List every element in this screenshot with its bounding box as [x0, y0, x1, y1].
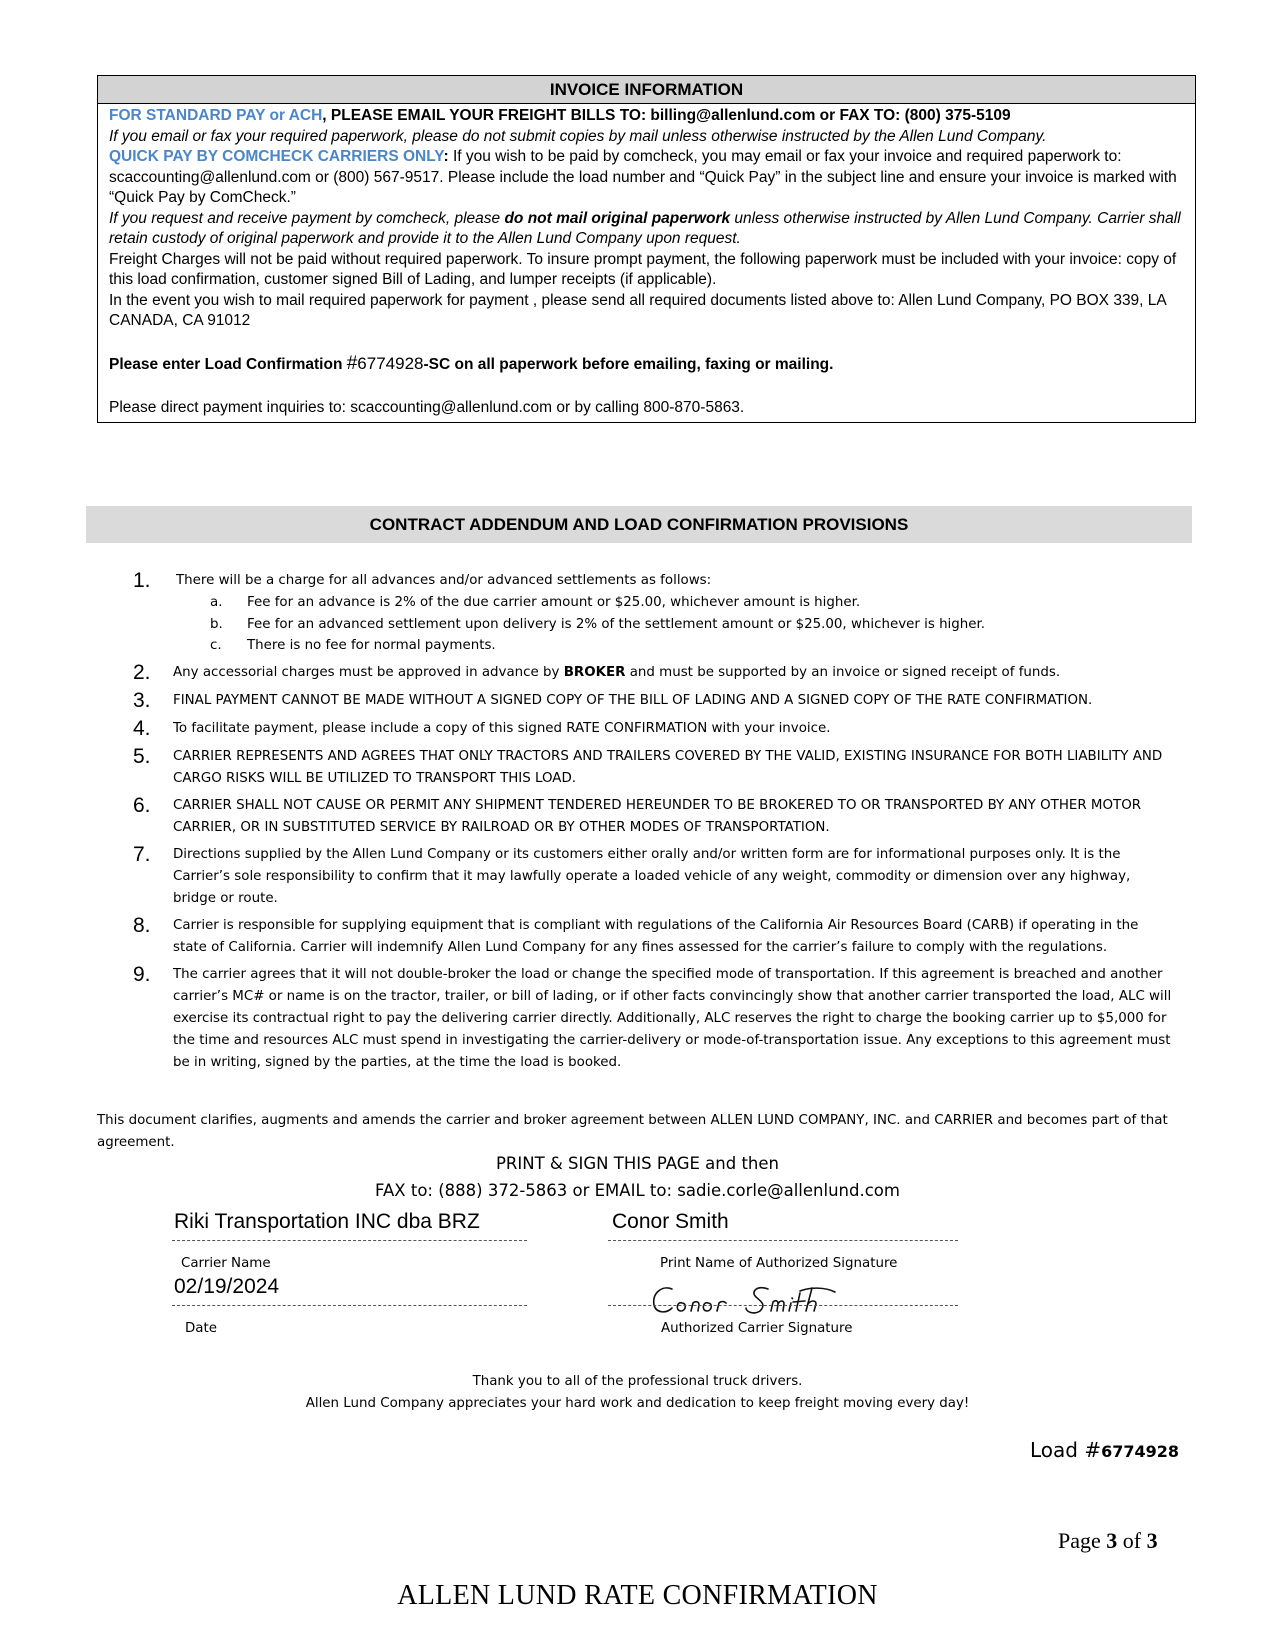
payment-inquiries-text: Please direct payment inquiries to: scaccounting@allenlund.com or by calling 800-870-5863. — [109, 399, 745, 416]
provision-item — [0, 662, 1275, 684]
print-sign-line2: FAX to: (888) 372-5863 or EMAIL to: sadie.corle@allenlund.com — [375, 1181, 900, 1200]
quick-pay-label: QUICK PAY BY COMCHECK CARRIERS ONLY — [109, 148, 444, 165]
provision-text: To facilitate payment, please include a copy of this signed RATE CONFIRMATION with your invoice. — [173, 720, 831, 736]
no-mail-note: If you email or fax your required paperwork, please do not submit copies by mail unless otherwise instructed by the Allen Lund Company. — [109, 127, 1047, 145]
provision-text-part2: and must be supported by an invoice or signed receipt of funds. — [625, 664, 1061, 680]
sub-item — [0, 635, 1275, 657]
provision-text: There will be a charge for all advances and/or advanced settlements as follows: — [176, 573, 712, 588]
comcheck-note-part2: unless otherwise instructed by Allen Lund Company. Carrier shall retain custody of original paperwork and provide it to the Allen Lund Company upon request. — [109, 209, 1181, 247]
print-name-label: Print Name of Authorized Signature — [660, 1256, 898, 1271]
provision-text: CARRIER SHALL NOT CAUSE OR PERMIT ANY SHIPMENT TENDERED HEREUNDER TO BE BROKERED TO OR TRANSPORTED BY ANY OTHER MOTOR CARRIER, OR IN SUBSTITUTED SERVICE BY RAILROAD OR BY OTHER MODES OF TRANSPORTATION. — [173, 797, 1142, 835]
quick-pay-paragraph — [109, 147, 1185, 209]
provision-number: 8. — [133, 913, 151, 937]
provision-number: 5. — [133, 744, 151, 768]
comcheck-note — [109, 209, 1185, 250]
load-conf-number: 6774928 — [357, 353, 424, 373]
thanks-message — [0, 1371, 1275, 1415]
provisions-list — [0, 570, 1275, 1074]
provision-number: 6. — [133, 793, 151, 817]
load-number-footer — [1030, 1438, 1179, 1462]
sub-item — [0, 592, 1275, 614]
thanks-line1: Thank you to all of the professional truck drivers. — [472, 1374, 803, 1389]
provision-item — [0, 795, 1275, 839]
load-label: Load # — [1030, 1438, 1102, 1462]
date-label: Date — [185, 1321, 218, 1336]
signature-line — [608, 1305, 958, 1306]
date-value: 02/19/2024 — [174, 1275, 280, 1298]
signature-label: Authorized Carrier Signature — [661, 1321, 853, 1336]
comcheck-note-part1: If you request and receive payment by comcheck, please — [109, 209, 505, 227]
invoice-body — [98, 104, 1195, 419]
mail-paperwork-text: In the event you wish to mail required paperwork for payment , please send all required documents listed above to: Allen Lund Company, PO BOX 339, LA CANADA, CA 91012 — [109, 291, 1166, 329]
provision-number: 4. — [133, 716, 151, 740]
invoice-information-box — [97, 75, 1196, 423]
invoice-header: INVOICE INFORMATION — [98, 76, 1195, 104]
load-conf-suffix: -SC on all paperwork before emailing, faxing or mailing. — [423, 355, 834, 373]
provision-item — [0, 570, 1275, 592]
page-of: of — [1117, 1528, 1147, 1553]
provision-text-part1: Any accessorial charges must be approved in advance by — [173, 664, 564, 680]
page-total: 3 — [1146, 1528, 1158, 1553]
load-conf-hash: # — [346, 352, 358, 374]
provision-number: 9. — [133, 962, 151, 986]
print-name-value: Conor Smith — [612, 1210, 729, 1233]
provision-item — [0, 690, 1275, 712]
provision-text: CARRIER REPRESENTS AND AGREES THAT ONLY TRACTORS AND TRAILERS COVERED BY THE VALID, EXISTING INSURANCE FOR BOTH LIABILITY AND CARGO RISKS WILL BE UTILIZED TO TRANSPORT THIS LOAD. — [173, 748, 1163, 786]
carrier-name-line — [172, 1240, 527, 1241]
provision-text: The carrier agrees that it will not double-broker the load or change the specified mode of transportation. If this agreement is breached and another carrier’s MC# or name is on the tractor, trailer, or bill of lading, or if other facts convincingly show that another carrier transported the load, ALC will exercise its contractual right to pay the delivering carrier directly. Additionally, ALC reserves the right to charge the booking carrier up to $5,000 for the time and resources ALC must spend in investigating the carrier-delivery or mode-of-transportation issue. Any exceptions to this agreement must be in writing, signed by the parties, at the time the load is booked. — [173, 966, 1172, 1070]
load-conf-prefix: Please enter Load Confirmation — [109, 355, 347, 373]
provision-number: 7. — [133, 842, 151, 866]
sub-item-text: There is no fee for normal payments. — [247, 638, 496, 653]
freight-charges-text: Freight Charges will not be paid without required paperwork. To insure prompt payment, the following paperwork must be included with your invoice: copy of this load confirmation, customer signed Bill of Lading, and lumper receipts (if applicable). — [109, 250, 1177, 288]
standard-pay-label: FOR STANDARD PAY or ACH — [109, 107, 323, 124]
provision-item — [0, 718, 1275, 740]
provision-number: 1. — [133, 569, 151, 592]
page-number — [1058, 1528, 1158, 1554]
quick-pay-colon: : — [443, 148, 449, 165]
provision-text-bold: BROKER — [563, 664, 626, 680]
provision-number: 2. — [133, 660, 151, 684]
date-line — [172, 1305, 527, 1306]
sub-item-text: Fee for an advanced settlement upon delivery is 2% of the settlement amount or $25.00, whichever is higher. — [247, 616, 986, 632]
provision-text — [173, 662, 1173, 684]
standard-pay-text: , PLEASE EMAIL YOUR FREIGHT BILLS TO: billing@allenlund.com or FAX TO: (800) 375-5109 — [322, 107, 1011, 124]
provision-item — [0, 915, 1275, 959]
sub-item-text: Fee for an advance is 2% of the due carrier amount or $25.00, whichever amount is higher. — [247, 595, 861, 610]
document-title-footer: ALLEN LUND RATE CONFIRMATION — [397, 1580, 878, 1611]
standard-pay-line — [109, 106, 1185, 127]
provision-number: 3. — [133, 688, 151, 712]
comcheck-note-bold: do not mail original paperwork — [504, 209, 731, 227]
agreement-note: This document clarifies, augments and amends the carrier and broker agreement between ALLEN LUND COMPANY, INC. and CARRIER and becomes part of that agreement. — [97, 1113, 1168, 1150]
print-name-line — [608, 1240, 958, 1241]
sub-item-letter: a. — [210, 595, 223, 610]
handwritten-signature — [650, 1283, 860, 1317]
page-current: 3 — [1106, 1528, 1118, 1553]
provision-item — [0, 844, 1275, 910]
provision-text: FINAL PAYMENT CANNOT BE MADE WITHOUT A SIGNED COPY OF THE BILL OF LADING AND A SIGNED COPY OF THE RATE CONFIRMATION. — [173, 692, 1093, 708]
thanks-line2: Allen Lund Company appreciates your hard work and dedication to keep freight moving every day! — [305, 1396, 970, 1411]
print-sign-line1: PRINT & SIGN THIS PAGE and then — [495, 1154, 779, 1173]
sub-item — [0, 614, 1275, 636]
load-number: 6774928 — [1101, 1442, 1180, 1461]
sub-item-letter: c. — [210, 638, 222, 653]
provision-text: Carrier is responsible for supplying equipment that is compliant with regulations of the California Air Resources Board (CARB) if operating in the state of California. Carrier will indemnify Allen Lund Company for any fines assessed for the carrier’s failure to comply with the regulations. — [173, 917, 1139, 955]
print-sign-instructions — [0, 1150, 1275, 1204]
provision-text: Directions supplied by the Allen Lund Company or its customers either orally and/or written form are for informational purposes only. It is the Carrier’s sole responsibility to confirm that it may lawfully operate a loaded vehicle of any weight, commodity or dimension over any highway, bridge or route. — [173, 846, 1131, 906]
page-prefix: Page — [1058, 1528, 1107, 1553]
quick-pay-text: If you wish to be paid by comcheck, you may email or fax your invoice and required paperwork to: scaccounting@allenlund.com or (800) 567-9517. Please include the load number and “Quick Pay” in the subject line and ensure your invoice is marked with “Quick Pay by ComCheck.” — [109, 148, 1177, 206]
provision-item — [0, 746, 1275, 790]
provision-item — [0, 964, 1275, 1074]
sub-item-letter: b. — [210, 616, 223, 632]
carrier-name-value: Riki Transportation INC dba BRZ — [174, 1210, 480, 1233]
carrier-name-label: Carrier Name — [181, 1256, 271, 1271]
load-confirmation-instruction — [109, 354, 1185, 376]
contract-header: CONTRACT ADDENDUM AND LOAD CONFIRMATION PROVISIONS — [86, 506, 1192, 543]
